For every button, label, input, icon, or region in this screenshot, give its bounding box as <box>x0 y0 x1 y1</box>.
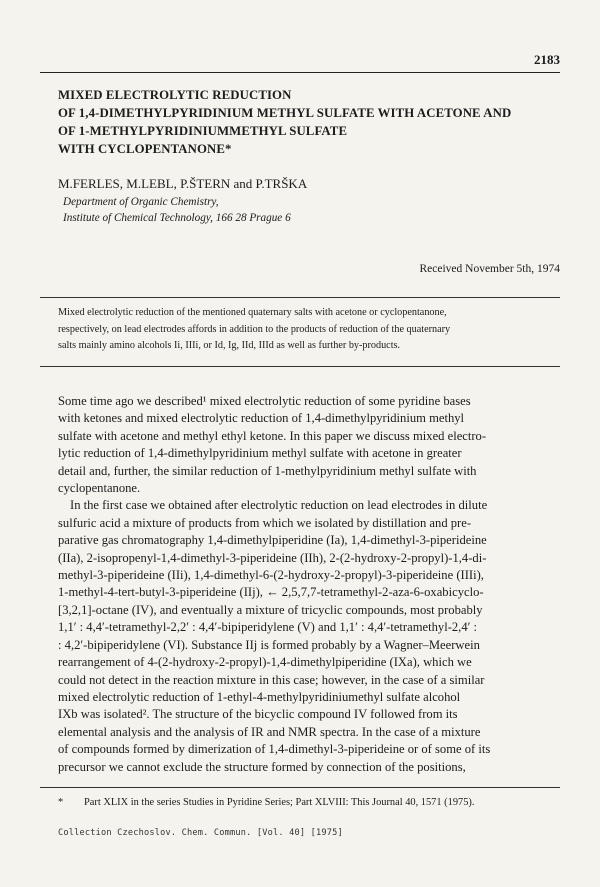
affiliation-line: Department of Organic Chemistry, <box>63 196 219 208</box>
body-line: rearrangement of 4-(2-hydroxy-2-propyl)-1,4-dimethylpiperidine (IXa), which we <box>58 655 472 670</box>
title-line: OF 1,4-DIMETHYLPYRIDINIUM METHYL SULFATE WITH ACETONE AND <box>58 106 512 120</box>
abstract-line: salts mainly amino alcohols Ii, IIIi, or Id, Ig, IId, IIId as well as further by-products. <box>58 340 401 351</box>
abstract-line: Mixed electrolytic reduction of the mentioned quaternary salts with acetone or cyclopentanone, <box>58 307 447 318</box>
body-line: 1,1′ : 4,4′-tetramethyl-2,2′ : 4,4′-bipiperidylene (V) and 1,1′ : 4,4′-tetramethyl-2,4′ : <box>58 620 478 635</box>
body-line: (IIa), 2-isopropenyl-1,4-dimethyl-3-piperideine (IIh), 2-(2-hydroxy-2-propyl)-1,4-di- <box>58 550 487 565</box>
body-line: sulfate with acetone and methyl ethyl ketone. In this paper we discuss mixed electro- <box>58 428 487 443</box>
body-line: elemental analysis and the analysis of IR and NMR spectra. In the case of a mixture <box>58 724 481 739</box>
body-line: : 4,2′-bipiperidylene (VI). Substance IIj is formed probably by a Wagner–Meerwein <box>58 637 480 652</box>
affiliation <box>63 194 291 226</box>
title-line: WITH CYCLOPENTANONE* <box>58 142 232 156</box>
body-line: detail and, further, the similar reduction of 1-methylpyridinium methyl sulfate with <box>58 463 477 478</box>
footnote-text: Part XLIX in the series Studies in Pyridine Series; Part XLVIII: This Journal 40, 1571 (1975). <box>84 797 475 808</box>
body-line: lytic reduction of 1,4-dimethylpyridinium methyl sulfate with acetone in greater <box>58 446 462 461</box>
abstract-line: respectively, on lead electrodes affords in addition to the products of reduction of the quaternary <box>58 323 451 335</box>
body-line: cyclopentanone. <box>58 481 141 496</box>
article-title <box>58 86 558 158</box>
body-line: could not detect in the reaction mixture in this case; however, in the case of a similar <box>58 672 485 687</box>
body-line: of compounds formed by dimerization of 1,4-dimethyl-3-piperideine or of some of its <box>58 742 491 757</box>
authors: M.FERLES, M.LEBL, P.ŠTERN and P.TRŠKA <box>58 176 308 191</box>
body-line: parative gas chromatography 1,4-dimethylpiperidine (Ia), 1,4-dimethyl-3-piperideine <box>58 533 487 548</box>
body-line: sulfuric acid a mixture of products from which we isolated by distillation and pre- <box>58 515 472 530</box>
body-line: with ketones and mixed electrolytic reduction of 1,4-dimethylpyridinium methyl <box>58 411 465 426</box>
received-date: Received November 5th, 1974 <box>419 263 560 275</box>
journal-citation: Collection Czechoslov. Chem. Commun. [Vol. 40] [1975] <box>58 828 343 838</box>
body-line: methyl-3-piperideine (IIi), 1,4-dimethyl-6-(2-hydroxy-2-propyl)-3-piperideine (IIIi), <box>58 568 484 583</box>
title-line: MIXED ELECTROLYTIC REDUCTION <box>58 88 292 102</box>
body-line: mixed electrolytic reduction of 1-ethyl-4-methylpyridiniumethyl sulfate alcohol <box>58 689 461 704</box>
body-line: 1-methyl-4-tert-butyl-3-piperideine (IIj), ← 2,5,7,7-tetramethyl-2-aza-6-oxabicyclo- <box>58 585 484 600</box>
body-line: IXb was isolated². The structure of the bicyclic compound IV followed from its <box>58 707 458 722</box>
body-line: [3,2,1]-octane (IV), and eventually a mixture of tricyclic compounds, most probably <box>58 602 483 617</box>
footnote-marker: * <box>58 797 64 808</box>
title-line: OF 1-METHYLPYRIDINIUMMETHYL SULFATE <box>58 124 348 138</box>
body-line: Some time ago we described¹ mixed electrolytic reduction of some pyridine bases <box>58 394 471 408</box>
abstract-bottom-rule <box>40 366 560 367</box>
abstract-top-rule <box>40 297 560 298</box>
body-text <box>58 393 558 776</box>
body-line: In the first case we obtained after electrolytic reduction on lead electrodes in dilute <box>70 498 488 513</box>
body-line: precursor we cannot exclude the structure formed by connection of the positions, <box>58 759 466 774</box>
header-rule <box>40 72 560 73</box>
affiliation-line: Institute of Chemical Technology, 166 28 Prague 6 <box>63 212 291 224</box>
abstract <box>58 305 558 355</box>
footnote-rule <box>40 787 560 788</box>
footnote <box>58 797 558 808</box>
page-number: 2183 <box>534 52 560 67</box>
